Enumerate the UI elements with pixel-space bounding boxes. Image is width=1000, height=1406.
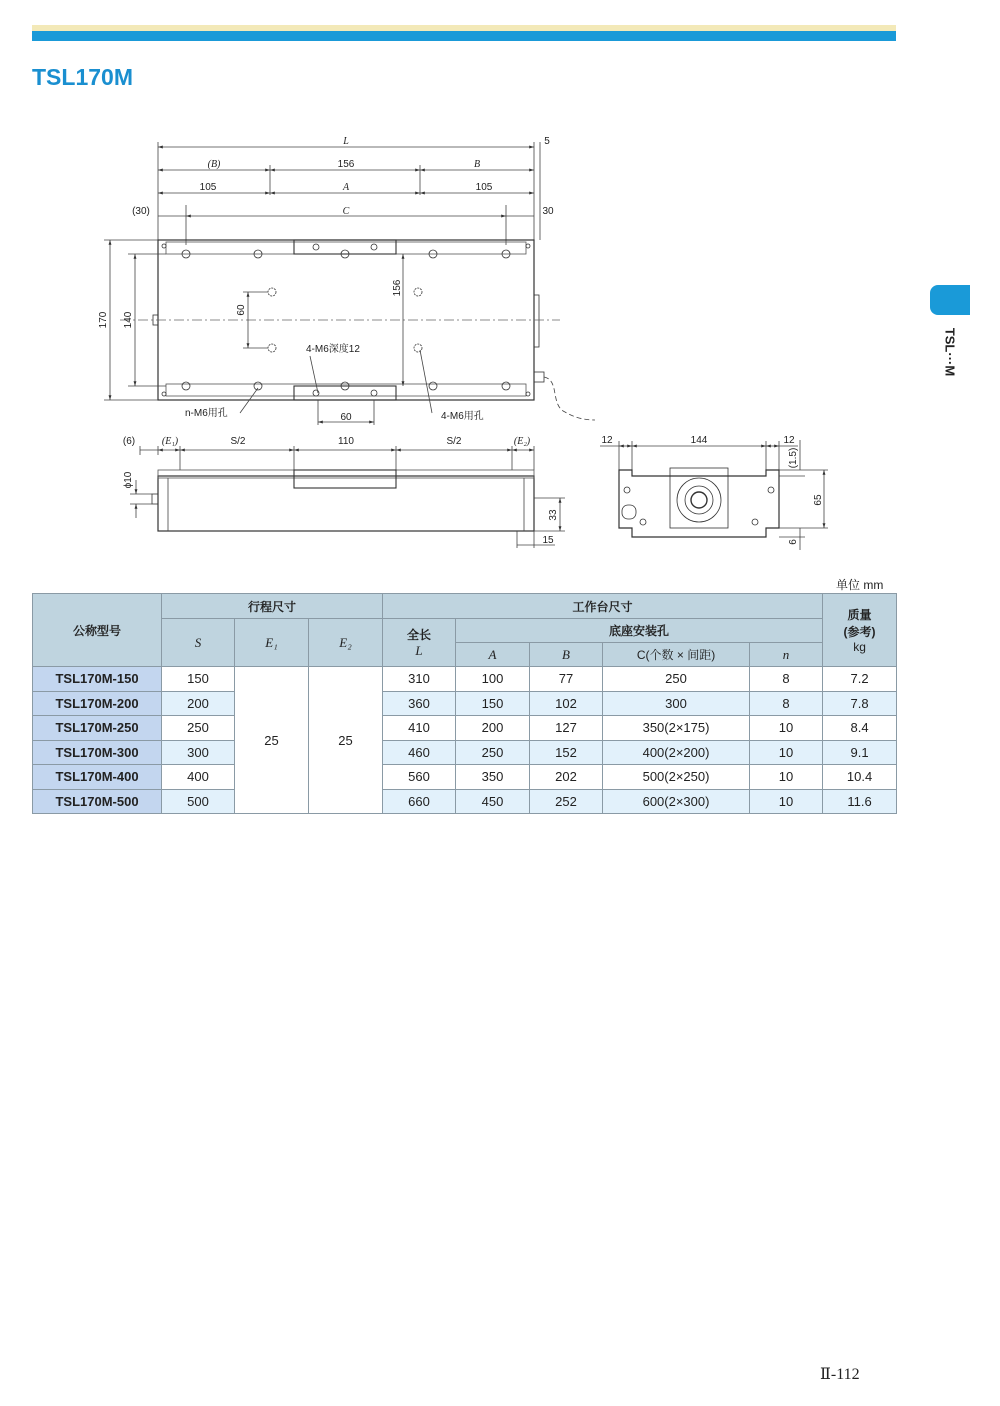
dim-110: 110 [338, 436, 354, 447]
dim-s2-right: S/2 [446, 436, 462, 447]
dim-30: 30 [542, 206, 554, 217]
dim-E2: (E₂) [513, 436, 531, 447]
dim-C: C [342, 206, 350, 217]
table-row: TSL170M-200 200 360 150 102 300 8 7.8 [33, 691, 897, 716]
dim-E1: (E₁) [161, 436, 179, 447]
note-4-m6-depth: 4-M6深度12 [306, 344, 360, 355]
dim-156: 156 [337, 159, 355, 170]
note-4-m6-holes: 4-M6用孔 [441, 411, 484, 422]
table-row: TSL170M-300 300 460 250 152 400(2×200) 10 9.1 [33, 740, 897, 765]
header-C: C(个数 × 间距) [603, 643, 750, 667]
spec-table [32, 593, 897, 814]
dim-105-right: 105 [475, 182, 493, 193]
dim-15: 15 [542, 535, 554, 546]
dim-B-paren: (B) [207, 159, 221, 170]
dim-170: 170 [98, 311, 109, 329]
dim-140: 140 [123, 311, 134, 329]
header-table-dim: 工作台尺寸 [383, 594, 823, 619]
dim-156-vertical: 156 [392, 279, 403, 297]
page-title: TSL170M [32, 64, 133, 90]
note-n-m6-holes: n-M6用孔 [185, 408, 228, 419]
table-row: TSL170M-500 500 660 450 252 600(2×300) 10 11.6 [33, 789, 897, 814]
table-row: TSL170M-400 400 560 350 202 500(2×250) 10 10.4 [33, 765, 897, 790]
dim-6: 6 [788, 539, 799, 545]
header-base-holes: 底座安装孔 [456, 619, 823, 643]
unit-label: 单位 mm [836, 578, 884, 592]
header-n: n [750, 643, 823, 667]
merged-E1: 25 [235, 667, 309, 814]
technical-drawing [0, 0, 1000, 570]
table-row: TSL170M-150 150 25 25 310 100 77 250 8 7.2 [33, 667, 897, 692]
header-S: S [162, 619, 235, 667]
dim-65: 65 [813, 494, 824, 506]
dim-5: 5 [544, 136, 550, 147]
header-stroke: 行程尺寸 [162, 594, 383, 619]
header-B: B [530, 643, 603, 667]
dim-12-left: 12 [601, 435, 613, 446]
merged-E2: 25 [309, 667, 383, 814]
dim-33: 33 [548, 509, 559, 521]
header-mass: 质量 (参考) kg [823, 594, 897, 667]
dim-60-horizontal: 60 [340, 412, 352, 423]
header-model: 公称型号 [33, 594, 162, 667]
dim-A: A [342, 182, 350, 193]
side-tab-label: TSL···M [942, 327, 958, 377]
dim-1-5: (1.5) [788, 447, 799, 469]
dim-60-vertical: 60 [236, 304, 247, 316]
header-A: A [456, 643, 530, 667]
page-number: Ⅱ-112 [820, 1366, 860, 1383]
dim-s2-left: S/2 [230, 436, 246, 447]
dim-B: B [473, 159, 481, 170]
header-E1: E₁ [235, 619, 309, 667]
dim-30-paren: (30) [132, 206, 150, 217]
dim-105-left: 105 [199, 182, 217, 193]
dim-144: 144 [690, 435, 708, 446]
header-E2: E₂ [309, 619, 383, 667]
table-row: TSL170M-250 250 410 200 127 350(2×175) 10 8.4 [33, 716, 897, 741]
dim-6-paren: (6) [122, 436, 136, 447]
dim-phi10: ϕ10 [123, 471, 134, 489]
dim-12-right: 12 [783, 435, 795, 446]
header-length: 全长 L [383, 619, 456, 667]
dim-L: L [343, 136, 349, 147]
